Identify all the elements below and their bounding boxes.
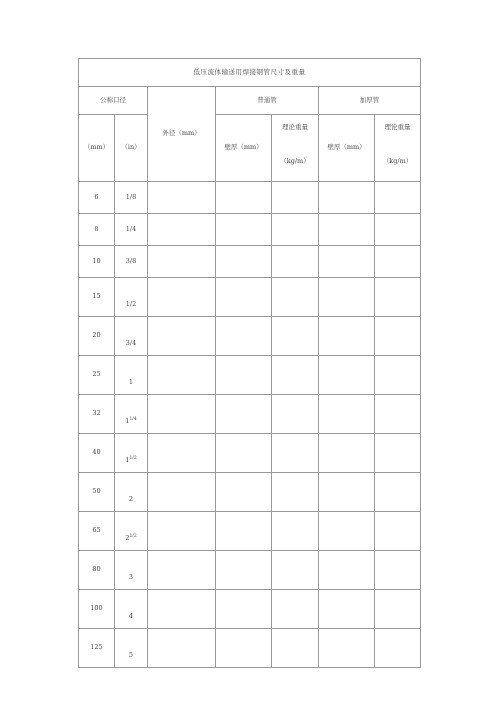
nominal-mm-cell: 10 [79,246,115,278]
table-row [79,512,421,551]
thickened-weight-cell [375,434,421,473]
table-row [79,317,421,356]
ordinary-pipe-header: 普通管 [216,87,319,115]
nominal-in-whole: 1/2 [125,300,137,309]
nominal-in-whole: 1 [125,456,130,465]
nominal-in-cell [115,278,148,317]
nominal-in-whole: 3/8 [125,256,137,265]
thickened-weight-cell [375,246,421,278]
nominal-mm-cell: 65 [79,512,115,551]
ordinary-wall-cell [216,434,272,473]
nominal-mm-cell: 32 [79,395,115,434]
nominal-in-cell [115,356,148,395]
nominal-in-cell [115,395,148,434]
thickened-wall-cell [319,278,375,317]
ordinary-weight-header [272,115,319,182]
thickened-wall-cell [319,551,375,590]
nominal-mm-cell: 15 [79,278,115,317]
table-row [79,278,421,317]
thickened-weight-cell [375,395,421,434]
nominal-in-whole: 2 [128,495,134,504]
nominal-in-fraction: 1/2 [129,456,137,462]
nominal-diameter-header: 公称口径 [79,87,148,115]
nominal-mm-cell: 20 [79,317,115,356]
nominal-in-cell [115,512,148,551]
table-row [79,590,421,629]
thickened-wall-cell [319,395,375,434]
thickened-weight-label: 理论重量 [384,123,411,131]
thickened-wall-cell [319,473,375,512]
table-row [79,246,421,278]
ordinary-weight-cell [272,629,319,668]
outer-diameter-cell [148,395,216,434]
thickened-weight-cell [375,473,421,512]
ordinary-wall-cell [216,278,272,317]
nominal-in-whole: 3/4 [125,339,137,348]
thickened-weight-cell [375,551,421,590]
outer-diameter-cell [148,512,216,551]
ordinary-weight-cell [272,356,319,395]
ordinary-weight-cell [272,590,319,629]
table-row [79,629,421,668]
nominal-in-cell [115,246,148,278]
outer-diameter-cell [148,590,216,629]
outer-diameter-cell [148,356,216,395]
nominal-mm-cell: 80 [79,551,115,590]
thickened-wall-cell [319,629,375,668]
nominal-in-whole: 1/4 [125,224,137,233]
outer-diameter-cell [148,246,216,278]
thickened-weight-cell [375,214,421,246]
ordinary-weight-cell [272,278,319,317]
nominal-in-whole: 1 [128,378,134,387]
table-row [79,395,421,434]
ordinary-wall-cell [216,512,272,551]
thickened-weight-unit: （kg/m） [382,157,413,165]
outer-diameter-cell [148,434,216,473]
nominal-in-whole: 2 [125,534,130,543]
table-row [79,473,421,512]
ordinary-wall-cell [216,317,272,356]
thickened-wall-cell [319,590,375,629]
nominal-in-cell [115,434,148,473]
ordinary-weight-cell [272,551,319,590]
ordinary-weight-cell [272,512,319,551]
table-row [79,551,421,590]
nominal-mm-cell: 50 [79,473,115,512]
thickened-weight-cell [375,629,421,668]
table-title: 低压流体输送用焊接钢管尺寸及重量 [79,59,421,87]
nominal-in-cell [115,551,148,590]
ordinary-weight-cell [272,214,319,246]
outer-diameter-cell [148,629,216,668]
nominal-mm-cell: 125 [79,629,115,668]
unit-mm-header: （mm） [79,115,115,182]
ordinary-wall-cell [216,395,272,434]
nominal-in-whole: 1/8 [125,192,137,201]
ordinary-weight-cell [272,317,319,356]
ordinary-wall-cell [216,629,272,668]
nominal-in-whole: 3 [128,573,134,582]
nominal-in-fraction: 1/4 [129,417,137,423]
ordinary-weight-cell [272,182,319,214]
pipe-spec-table [78,58,421,668]
ordinary-weight-cell [272,395,319,434]
nominal-in-whole: 4 [128,612,134,621]
thickened-wall-cell [319,434,375,473]
thickened-weight-cell [375,512,421,551]
table-row [79,214,421,246]
thickened-wall-cell [319,512,375,551]
nominal-mm-cell: 6 [79,182,115,214]
table-row [79,434,421,473]
outer-diameter-cell [148,551,216,590]
thickened-wall-cell [319,356,375,395]
nominal-mm-cell: 8 [79,214,115,246]
outer-diameter-cell [148,182,216,214]
outer-diameter-cell [148,317,216,356]
outer-diameter-cell [148,473,216,512]
ordinary-wall-cell [216,590,272,629]
ordinary-weight-cell [272,473,319,512]
nominal-in-cell [115,317,148,356]
nominal-in-whole: 1 [125,417,130,426]
ordinary-weight-cell [272,246,319,278]
thickened-wall-cell [319,182,375,214]
thickened-weight-cell [375,182,421,214]
nominal-mm-cell: 100 [79,590,115,629]
nominal-in-cell [115,214,148,246]
nominal-mm-cell: 40 [79,434,115,473]
ordinary-weight-unit: （kg/m） [280,157,310,165]
nominal-in-cell [115,629,148,668]
table-row [79,356,421,395]
ordinary-wall-cell [216,246,272,278]
thickened-pipe-header: 加厚管 [319,87,421,115]
table-row [79,182,421,214]
ordinary-wall-cell [216,214,272,246]
thickened-weight-cell [375,356,421,395]
ordinary-wall-thickness-header: 壁厚（mm） [216,115,272,182]
outer-diameter-cell [148,278,216,317]
thickened-wall-cell [319,214,375,246]
thickened-wall-cell [319,317,375,356]
nominal-in-cell [115,590,148,629]
ordinary-wall-cell [216,356,272,395]
thickened-weight-cell [375,278,421,317]
thickened-weight-cell [375,317,421,356]
ordinary-wall-cell [216,551,272,590]
outer-diameter-cell [148,214,216,246]
nominal-in-fraction: 1/2 [129,534,137,540]
thickened-wall-thickness-header: 壁厚（mm） [319,115,375,182]
nominal-mm-cell: 25 [79,356,115,395]
thickened-wall-cell [319,246,375,278]
ordinary-weight-cell [272,434,319,473]
nominal-in-cell [115,473,148,512]
unit-in-header: （in） [115,115,148,182]
outer-diameter-header: 外径（mm） [148,87,216,182]
ordinary-wall-cell [216,182,272,214]
nominal-in-cell [115,182,148,214]
thickened-weight-header [375,115,421,182]
ordinary-wall-cell [216,473,272,512]
thickened-weight-cell [375,590,421,629]
table-body [79,59,421,668]
nominal-in-whole: 5 [128,651,134,660]
ordinary-weight-label: 理论重量 [282,123,308,131]
